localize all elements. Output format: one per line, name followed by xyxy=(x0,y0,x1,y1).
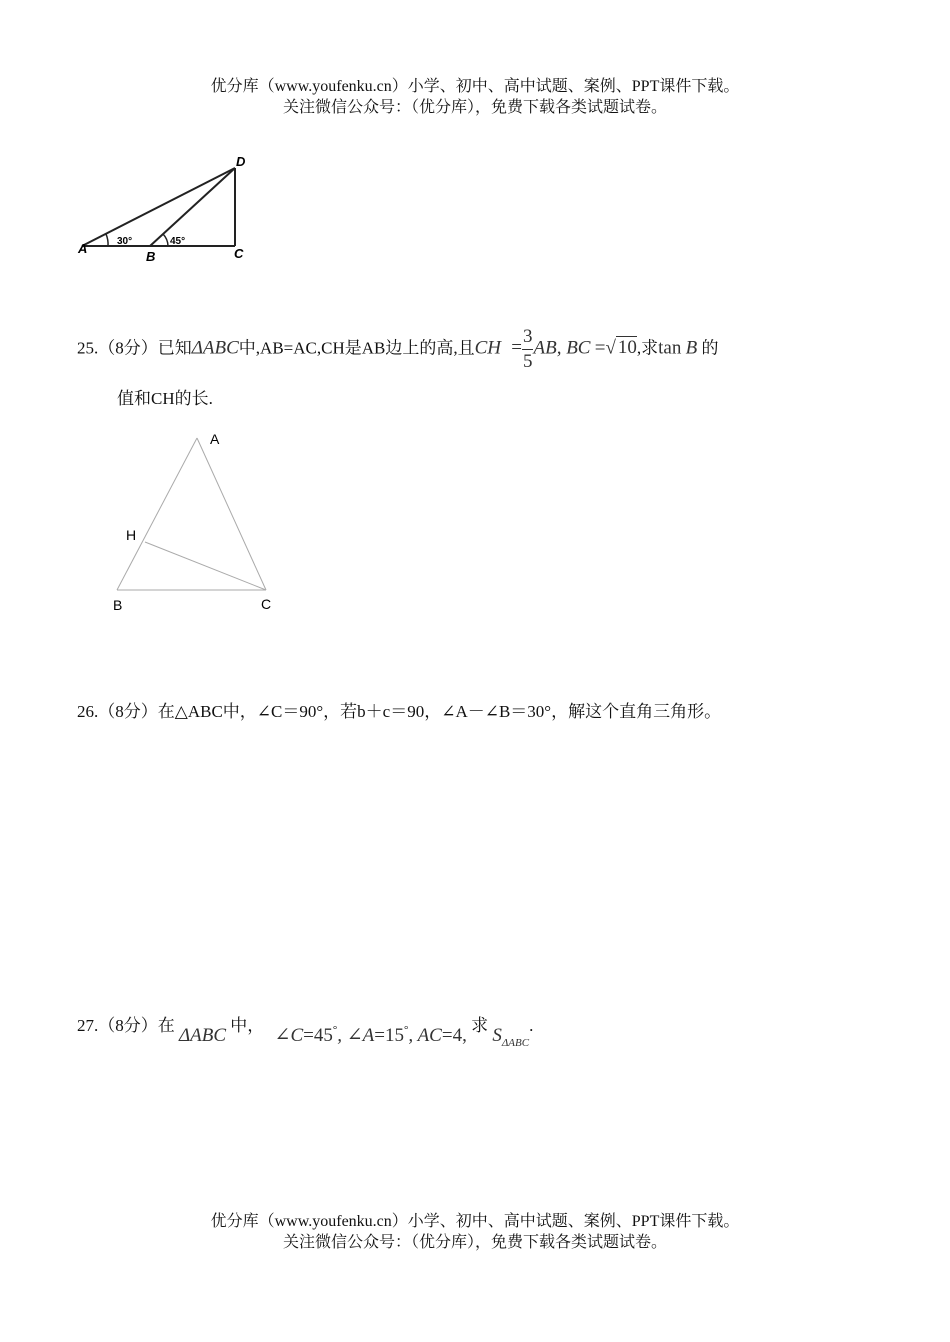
q27-eq-15: =15 xyxy=(374,1025,405,1046)
q27-degree-2: ° xyxy=(404,1024,409,1036)
q27-conditions xyxy=(275,1026,472,1045)
q25-equals: = xyxy=(511,337,522,359)
q27-points: （8分） xyxy=(98,1016,158,1035)
q27-angle-c: ∠C xyxy=(274,1025,304,1046)
point-label-a: A xyxy=(210,431,220,447)
figure-25-triangle xyxy=(100,428,300,618)
point-label-b: B xyxy=(146,249,156,264)
angle-label-45: 45° xyxy=(170,236,186,247)
q25-fraction-denominator: 5 xyxy=(522,351,533,372)
q27-s-subscript: ΔABC xyxy=(501,1037,530,1049)
point-label-c: C xyxy=(261,596,272,612)
q25-text-2: 中,AB=AC,CH是AB边上的高,且 xyxy=(238,338,475,358)
q25-ch: CH xyxy=(474,337,502,359)
q27-text-2: 中， xyxy=(230,1016,265,1035)
question-25-line-2: 值和CH的长. xyxy=(117,389,213,408)
q27-period: . xyxy=(529,1016,534,1035)
q26-text: 在△ABC中，∠C＝90°，若b＋c＝90，∠A－∠B＝30°，解这个直角三角形。 xyxy=(157,702,722,721)
q25-equals-2: = xyxy=(594,337,606,359)
figure-24-triangles xyxy=(70,150,270,265)
header-line-1: 优分库（www.youfenku.cn）小学、初中、高中试题、案例、PPT课件下载。 xyxy=(210,78,740,95)
angle-arc-b xyxy=(163,234,168,246)
footer-line-1: 优分库（www.youfenku.cn）小学、初中、高中试题、案例、PPT课件下载。 xyxy=(210,1213,740,1230)
angle-arc-a xyxy=(106,234,108,246)
q27-text-1: 在 xyxy=(157,1016,175,1035)
point-label-b: B xyxy=(113,597,123,613)
q27-eq-4: =4, xyxy=(441,1025,467,1046)
point-label-d: D xyxy=(236,154,246,169)
question-25-line-1 xyxy=(77,325,718,374)
q25-text-3: ,求 xyxy=(636,338,659,358)
q27-eq-45: =45 xyxy=(303,1025,333,1046)
footer-line-2: 关注微信公众号：（优分库），免费下载各类试题试卷。 xyxy=(282,1234,667,1251)
angle-label-30: 30° xyxy=(117,236,133,247)
q27-text-3: 求 xyxy=(471,1016,489,1035)
question-26 xyxy=(77,697,721,722)
q25-fraction xyxy=(522,325,534,374)
q25-sqrt: √ 10 xyxy=(605,337,637,359)
line-ab xyxy=(117,438,197,590)
q25-triangle-abc: ΔABC xyxy=(191,337,239,359)
q27-angle-a: , ∠A xyxy=(337,1025,375,1046)
q25-points: （8分） xyxy=(98,338,158,358)
header-line-2: 关注微信公众号：（优分库），免费下载各类试题试卷。 xyxy=(282,99,667,116)
q27-degree-1: ° xyxy=(332,1024,338,1036)
q25-ab-bc: AB, BC xyxy=(533,337,591,359)
q25-radicand: 10 xyxy=(617,337,637,359)
q25-text-1: 已知 xyxy=(157,338,192,358)
q27-number: 27. xyxy=(77,1016,99,1035)
q26-points: （8分） xyxy=(98,702,158,721)
q25-b: B xyxy=(685,337,698,359)
q25-text-4: 的 xyxy=(701,338,719,358)
q27-triangle-abc: ΔABC xyxy=(179,1025,227,1046)
line-ad xyxy=(82,168,235,246)
q25-fraction-numerator: 3 xyxy=(522,325,534,350)
question-27 xyxy=(77,1011,534,1049)
point-label-a: A xyxy=(78,241,88,256)
q27-ac: , AC xyxy=(408,1025,442,1046)
point-label-c: C xyxy=(234,246,244,261)
q27-s: S xyxy=(492,1025,502,1046)
q25-tan: tan xyxy=(658,337,682,359)
q25-number: 25. xyxy=(77,338,99,358)
q27-area xyxy=(492,1025,530,1049)
q26-number: 26. xyxy=(77,702,99,721)
point-label-h: H xyxy=(126,527,137,543)
